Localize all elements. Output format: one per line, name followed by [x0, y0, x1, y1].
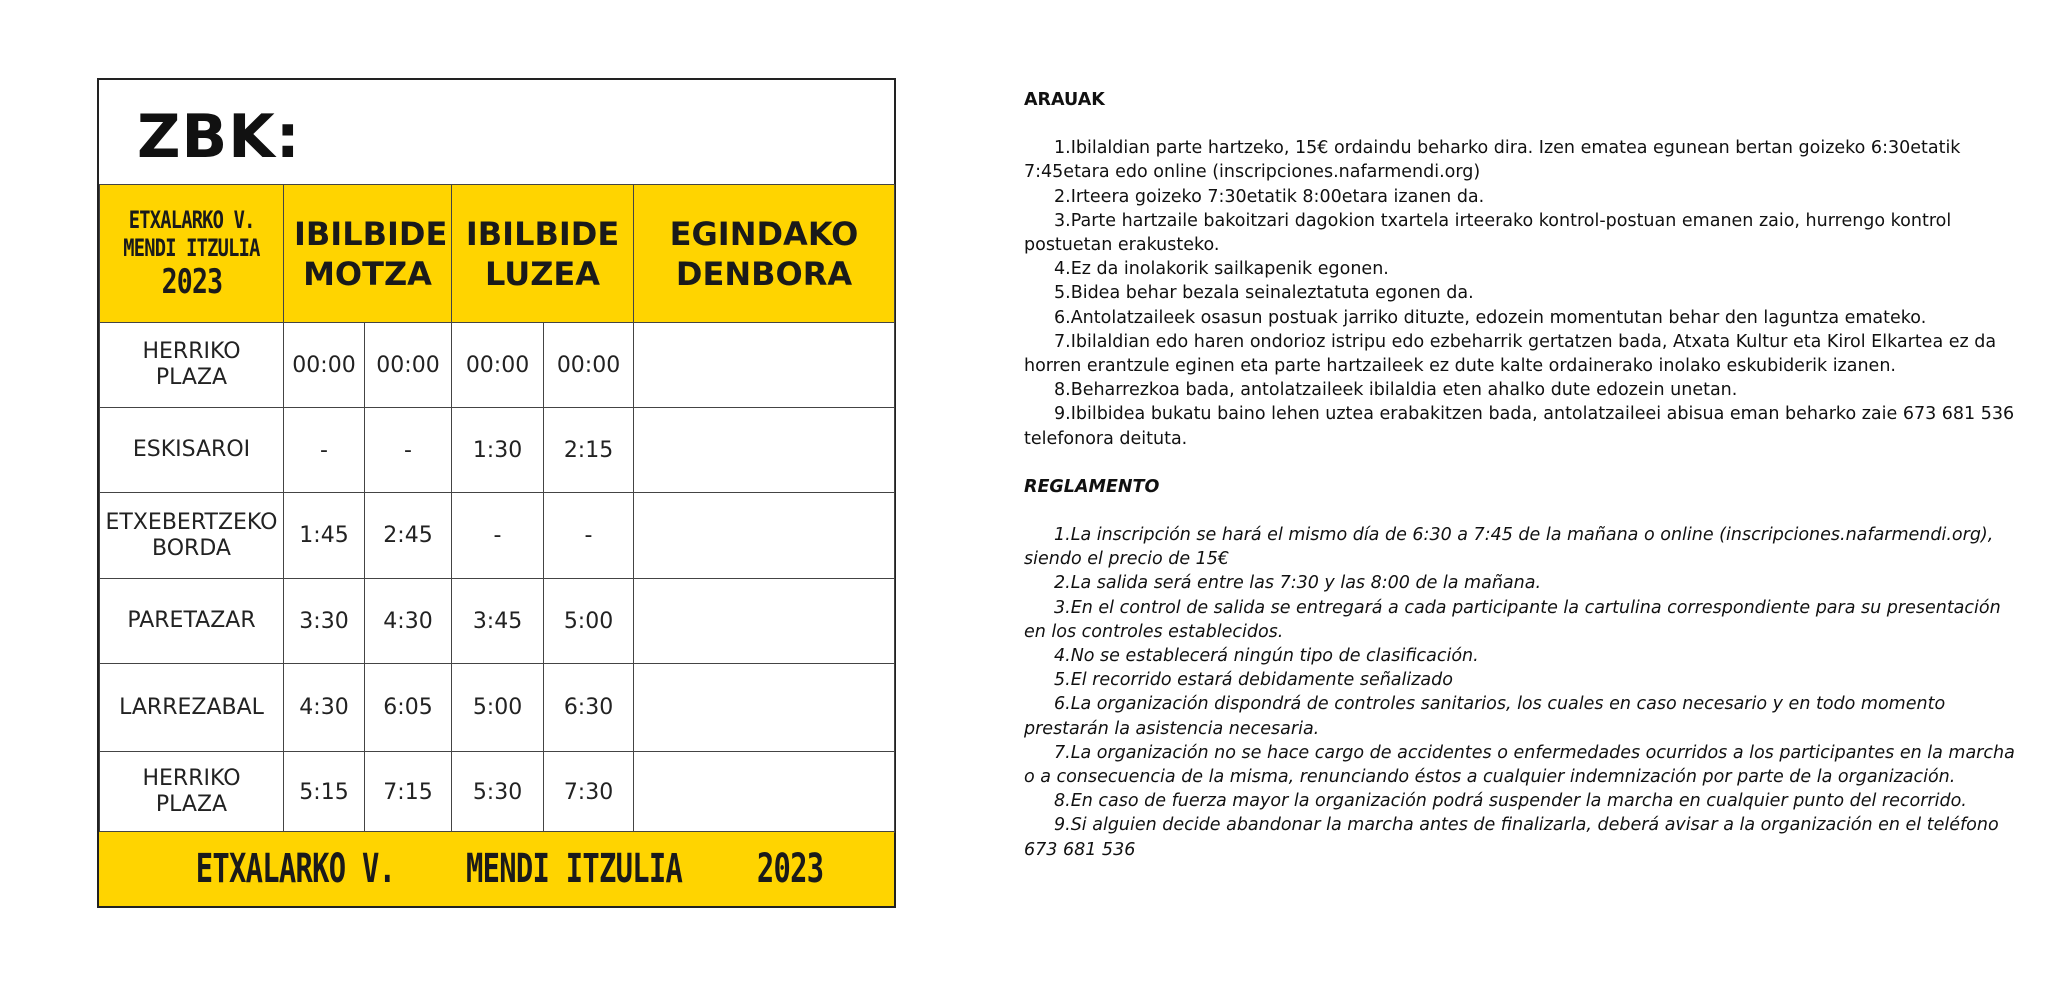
event-title-line1: ETXALARKO V.: [128, 205, 255, 234]
time-cell: 2:45: [365, 493, 452, 579]
time-cell: -: [544, 493, 634, 579]
time-cell: 1:30: [452, 408, 544, 493]
rule-item: 6.La organización dispondrá de controles sanitarios, los cuales en caso necesario y en todo momento prestarán la asistencia necesaria.: [1024, 694, 1946, 739]
stop-name: ETXEBERTZEKO BORDA: [100, 493, 284, 579]
time-cell: 3:45: [452, 579, 544, 664]
card-footer-banner: [99, 831, 894, 906]
time-cell: 5:00: [452, 664, 544, 752]
rule-item: 4.Ez da inolakorik sailkapenik egonen.: [1054, 259, 1389, 280]
table-row: [100, 408, 895, 493]
time-cell: 5:15: [284, 752, 365, 833]
time-cell: 5:30: [452, 752, 544, 833]
time-cell: 5:00: [544, 579, 634, 664]
reglamento-list: [1024, 523, 2024, 862]
column-header-long: IBILBIDE LUZEA: [452, 185, 634, 323]
rule-item: 1.Ibilaldian parte hartzeko, 15€ ordaindu beharko dira. Izen ematea egunean bertan goizeko 6:30etatik 7:45etara edo online (inscripciones.nafarmendi.org): [1024, 138, 1961, 183]
table-row: [100, 752, 895, 833]
stop-name: HERRIKO PLAZA: [100, 323, 284, 408]
rule-item: 3.En el control de salida se entregará a cada participante la cartulina correspondiente para su presentación en los controles establecidos.: [1024, 597, 2001, 642]
arauak-heading: ARAUAK: [1024, 90, 1105, 110]
rule-item: 2.Irteera goizeko 7:30etatik 8:00etara izanen da.: [1054, 186, 1485, 207]
elapsed-time-input[interactable]: [634, 752, 895, 833]
rules-section: [1024, 88, 2024, 862]
elapsed-time-input[interactable]: [634, 408, 895, 493]
elapsed-time-input[interactable]: [634, 664, 895, 752]
table-row: [100, 323, 895, 408]
rule-item: 2.La salida será entre las 7:30 y las 8:00 de la mañana.: [1054, 573, 1542, 594]
stop-name: PARETAZAR: [100, 579, 284, 664]
elapsed-time-input[interactable]: [634, 579, 895, 664]
time-cell: -: [365, 408, 452, 493]
time-cell: 1:45: [284, 493, 365, 579]
column-header-short: IBILBIDE MOTZA: [284, 185, 452, 323]
time-cell: 6:05: [365, 664, 452, 752]
time-cell: 00:00: [365, 323, 452, 408]
footer-title-part2: MENDI ITZULIA: [465, 846, 682, 892]
stop-name: HERRIKO PLAZA: [100, 752, 284, 833]
time-cell: 7:30: [544, 752, 634, 833]
time-cell: -: [284, 408, 365, 493]
time-cell: 4:30: [365, 579, 452, 664]
rule-item: 6.Antolatzaileek osasun postuak jarriko dituzte, edozein momentutan behar den laguntza emateko.: [1054, 307, 1927, 328]
arauak-list: [1024, 136, 2024, 451]
column-header-time: EGINDAKO DENBORA: [634, 185, 895, 323]
rule-item: 9.Ibilbidea bukatu baino lehen uztea erabakitzen bada, antolatzaileei abisua eman beharko zaie 673 681 536 telefonora deituta.: [1024, 404, 2015, 449]
rule-item: 8.En caso de fuerza mayor la organización podrá suspender la marcha en cualquier punto del recorrido.: [1054, 791, 1967, 812]
table-header-row: [100, 185, 895, 323]
time-cell: 6:30: [544, 664, 634, 752]
rule-item: 9.Si alguien decide abandonar la marcha antes de finalizarla, deberá avisar a la organización en el teléfono 673 681 536: [1024, 815, 1999, 860]
table-row: [100, 493, 895, 579]
table-row: [100, 664, 895, 752]
rule-item: 5.Bidea behar bezala seinaleztatuta egonen da.: [1054, 283, 1474, 304]
rule-item: 4.No se establecerá ningún tipo de clasificación.: [1054, 646, 1479, 667]
time-cell: 3:30: [284, 579, 365, 664]
footer-year: 2023: [756, 846, 824, 892]
event-year: 2023: [161, 261, 222, 302]
route-card: [97, 78, 896, 908]
rule-item: 7.Ibilaldian edo haren ondorioz istripu edo ezbeharrik gertatzen bada, Atxata Kultur eta Kirol Elkartea ez da horren erantzule eginen eta parte hartzaileek ez dute kalte ordainerako inolako eskubiderik izanen.: [1024, 331, 1997, 377]
time-cell: 00:00: [284, 323, 365, 408]
rule-item: 3.Parte hartzaile bakoitzari dagokion txartela irteerako kontrol-postuan emanen zaio, hurrengo kontrol postuetan erakusteko.: [1024, 210, 1952, 256]
event-title-line2: MENDI ITZULIA: [123, 233, 260, 262]
time-cell: 00:00: [452, 323, 544, 408]
footer-title-part1: ETXALARKO V.: [195, 846, 396, 892]
event-title-cell: [100, 185, 284, 323]
elapsed-time-input[interactable]: [634, 493, 895, 579]
elapsed-time-input[interactable]: [634, 323, 895, 408]
table-row: [100, 579, 895, 664]
time-cell: 4:30: [284, 664, 365, 752]
rule-item: 8.Beharrezkoa bada, antolatzaileek ibilaldia eten ahalko dute edozein unetan.: [1054, 380, 1738, 401]
schedule-table: [99, 184, 895, 833]
rule-item: 5.El recorrido estará debidamente señalizado: [1054, 670, 1453, 691]
time-cell: 00:00: [544, 323, 634, 408]
time-cell: 7:15: [365, 752, 452, 833]
rule-item: 1.La inscripción se hará el mismo día de 6:30 a 7:45 de la mañana o online (inscripciones.nafarmendi.org), siendo el precio de 15€: [1024, 525, 1994, 570]
rule-item: 7.La organización no se hace cargo de accidentes o enfermedades ocurridos a los participantes en la marcha o a consecuencia de la misma, renunciando éstos a cualquier indemnización por parte de la organización.: [1024, 742, 2015, 788]
zbk-label: ZBK:: [137, 102, 301, 172]
stop-name: ESKISAROI: [100, 408, 284, 493]
reglamento-heading: REGLAMENTO: [1024, 476, 1160, 497]
time-cell: -: [452, 493, 544, 579]
time-cell: 2:15: [544, 408, 634, 493]
stop-name: LARREZABAL: [100, 664, 284, 752]
